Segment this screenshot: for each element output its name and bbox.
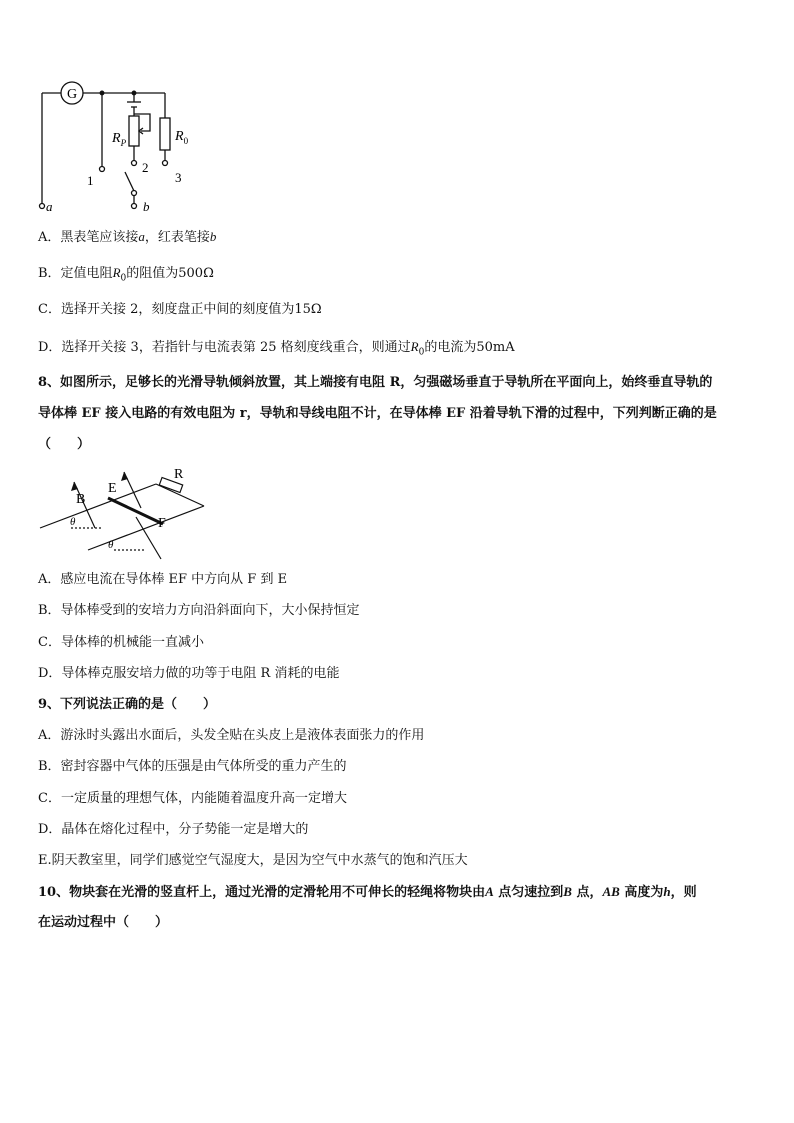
q8-option-d: D．导体棒克服安培力做的功等于电阻 R 消耗的电能: [38, 666, 340, 681]
q9-option-b: B．密封容器中气体的压强是由气体所受的重力产生的: [38, 759, 347, 774]
resistor-r0: [160, 118, 170, 150]
q9-option-e: E.阴天教室里，同学们感觉空气湿度大，是因为空气中水蒸气的饱和汽压大: [38, 853, 468, 868]
rp-label: $R_P$: [112, 131, 127, 148]
galvanometer-label: G: [66, 87, 78, 102]
angle-label-2: θ: [108, 539, 114, 551]
conductor-bar-ef: [108, 498, 163, 524]
label-b: B: [76, 492, 86, 507]
terminal-b-label: b: [143, 199, 150, 214]
selector-switch-blade: [125, 172, 134, 191]
rheostat-rp: [129, 116, 139, 146]
q10-stem-line2: 在运动过程中（ ）: [38, 915, 169, 930]
q9-option-d: D．晶体在熔化过程中，分子势能一定是增大的: [38, 822, 309, 837]
r0-label: $R_0$: [175, 129, 189, 146]
terminal-3-label: 3: [175, 170, 182, 185]
q7-option-b: B．定值电阻$R_0$的阻值为500Ω: [38, 265, 214, 284]
q10-stem-line1: 10、物块套在光滑的竖直杆上，通过光滑的定滑轮用不可伸长的轻绳将物块由A 点匀速拉到B 点，AB 高度为h，则: [38, 884, 697, 900]
q8-option-b: B．导体棒受到的安培力方向沿斜面向下，大小保持恒定: [38, 603, 360, 618]
q9-option-a: A．游泳时头露出水面后，头发全贴在头皮上是液体表面张力的作用: [38, 728, 425, 743]
angle-label-1: θ: [70, 516, 76, 528]
label-r: R: [174, 467, 184, 482]
q8-stem-line2: 导体棒 EF 接入电路的有效电阻为 r，导轨和导线电阻不计，在导体棒 EF 沿着导轨下滑的过程中，下列判断正确的是: [38, 406, 717, 421]
q8-option-a: A．感应电流在导体棒 EF 中方向从 F 到 E: [38, 572, 288, 587]
q8-stem-line3: （ ）: [38, 437, 91, 452]
q8-option-c: C．导体棒的机械能一直减小: [38, 635, 204, 650]
incline-rail-diagram: [36, 462, 216, 560]
q8-stem-line1: 8、如图所示，足够长的光滑导轨倾斜放置，其上端接有电阻 R，匀强磁场垂直于导轨所在平面向上，始终垂直导轨的: [38, 375, 713, 390]
terminal-1-label: 1: [87, 173, 94, 188]
label-e: E: [108, 481, 117, 496]
q7-option-d: D．选择开关接 3，若指针与电流表第 25 格刻度线重合，则通过$R_0$的电流为50mA: [38, 339, 515, 358]
circuit-diagram: [30, 78, 210, 218]
terminal-2-label: 2: [142, 160, 149, 175]
terminal-a-label: a: [46, 199, 53, 214]
q7-option-a: A．黑表笔应该接a，红表笔接b: [38, 229, 217, 245]
label-f: F: [158, 516, 166, 531]
q7-option-c: C．选择开关接 2，刻度盘正中间的刻度值为15Ω: [38, 302, 322, 317]
q9-stem: 9、下列说法正确的是（ ）: [38, 697, 217, 712]
q9-option-c: C．一定质量的理想气体，内能随着温度升高一定增大: [38, 791, 347, 806]
